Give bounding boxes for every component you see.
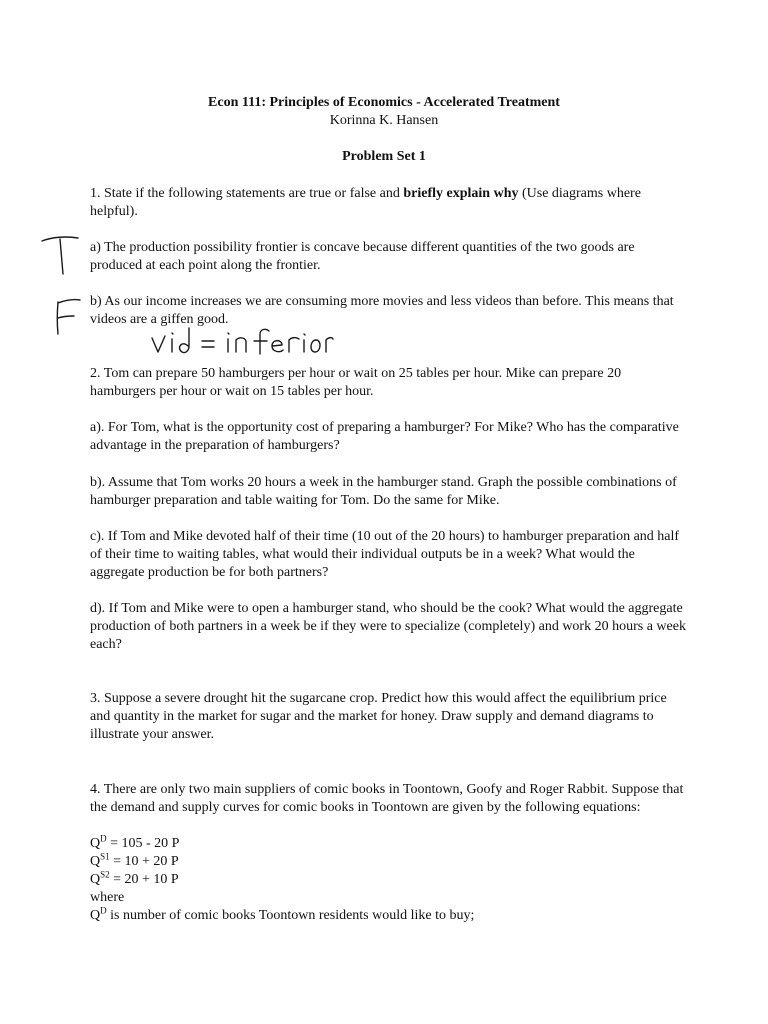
question-2d: d). If Tom and Mike were to open a hamburger stand, who should be the cook? What would the aggregate production of both partners in a week be if they were to specialize (completely) and work 20 hours a week each? bbox=[90, 601, 686, 652]
handwritten-false-mark bbox=[48, 296, 84, 338]
course-title: Econ 111: Principles of Economics - Accelerated Treatment bbox=[208, 95, 560, 110]
demand-equation: $Q^D = 105 - 20$ P bbox=[90, 833, 180, 851]
question-1-bold: briefly explain why bbox=[403, 186, 519, 201]
question-3: 3. Suppose a severe drought hit the sugarcane crop. Predict how this would affect the equilibrium price and quantity in the market for sugar and the market for honey. Draw supply and demand diagrams to illustrate your answer. bbox=[90, 691, 667, 742]
supply-equation-1: $Q^{S1} = 10 + 20$ P bbox=[90, 851, 179, 869]
where-label: where bbox=[90, 890, 125, 905]
question-1-prompt bbox=[90, 185, 690, 221]
handwritten-true-mark bbox=[38, 232, 82, 278]
supply-equation-2: $Q^{S2} = 20 + 10$ P bbox=[90, 869, 179, 887]
question-2b: b). Assume that Tom works 20 hours a week in the hamburger stand. Graph the possible combinations of hamburger preparation and table waiting for Tom. Do the same for Mike. bbox=[90, 475, 677, 508]
question-1-suffix: (Use diagrams where helpful). bbox=[90, 186, 641, 219]
handwritten-note-video-inferior bbox=[148, 324, 334, 360]
question-2a: a). For Tom, what is the opportunity cost of preparing a hamburger? For Mike? Who has the comparative advantage in the preparation of hamburgers? bbox=[90, 420, 679, 453]
instructor-name: Korinna K. Hansen bbox=[329, 113, 439, 128]
question-4-intro: 4. There are only two main suppliers of comic books in Toontown, Goofy and Roger Rabbit. Suppose that the demand and supply curves for comic books in Toontown are given by the following equations: bbox=[90, 782, 684, 815]
question-1b: b) As our income increases we are consuming more movies and less videos than before. This means that videos are a giffen good. bbox=[90, 294, 674, 327]
question-1a: a) The production possibility frontier is concave because different quantities of the two goods are produced at each point along the frontier. bbox=[90, 240, 635, 273]
problem-set-title: Problem Set 1 bbox=[342, 149, 426, 164]
question-2c: c). If Tom and Mike devoted half of their time (10 out of the 20 hours) to hamburger preparation and half of their time to waiting tables, what would their individual outputs be in a week? What would the aggregate production be for both partners? bbox=[90, 529, 680, 580]
demand-definition: $Q^D$ is number of comic books Toontown residents would like to buy; bbox=[90, 905, 475, 923]
question-2-intro: 2. Tom can prepare 50 hamburgers per hour or wait on 25 tables per hour. Mike can prepare 20 hamburgers per hour or wait on 15 tables per hour. bbox=[90, 366, 622, 399]
question-1-prefix: 1. State if the following statements are true or false and bbox=[90, 186, 404, 201]
